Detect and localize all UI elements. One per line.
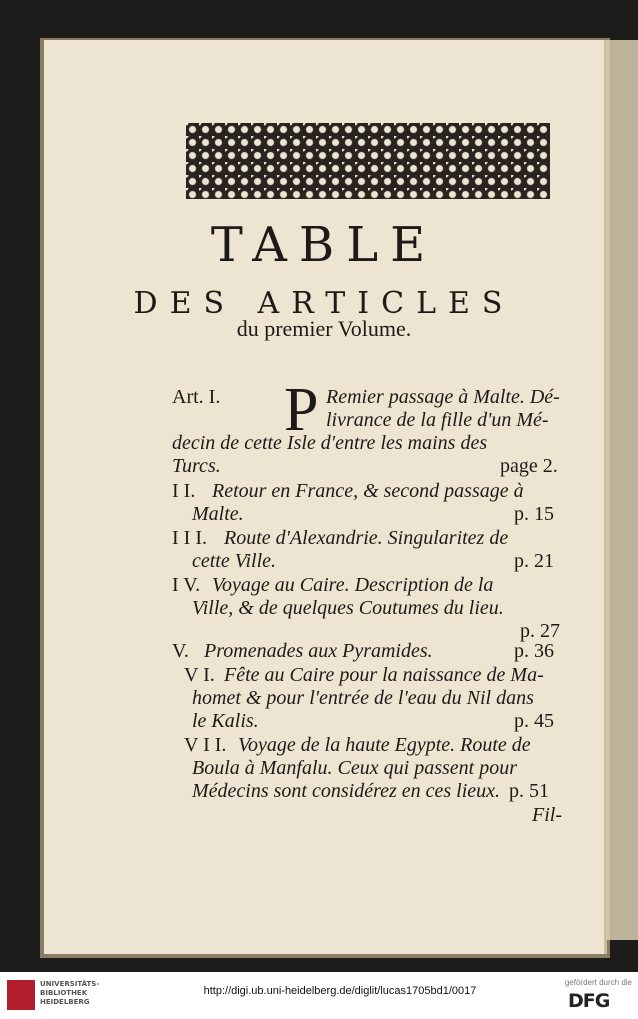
next-page-edge [606, 40, 638, 940]
entry-line: le Kalis. [192, 710, 259, 732]
entry-numeral: I V. [172, 574, 201, 596]
entry-line: cette Ville. [192, 550, 277, 572]
entry-line: Médecins sont considérez en ces lieux. [192, 780, 501, 802]
catchword: Fil- [532, 804, 562, 826]
entry-page: p. 45 [514, 710, 554, 732]
entry-line: Remier passage à Malte. Dé- [326, 386, 560, 408]
document-url[interactable]: http://digi.ub.uni-heidelberg.de/diglit/lucas1705bd1/0017 [203, 985, 477, 997]
subtitle-articles: DES ARTICLES [133, 286, 515, 321]
entry-line: Fête au Caire pour la naissance de Ma- [224, 664, 544, 686]
entry-line: Retour en France, & second passage à [212, 480, 524, 502]
entry-line: Route d'Alexandrie. Singularitez de [224, 527, 509, 549]
book-page [44, 40, 607, 954]
entry-line: Boula à Manfalu. Ceux qui passent pour [192, 757, 517, 779]
entry-page: p. 36 [514, 640, 554, 662]
page-title: TABLE [210, 217, 438, 273]
entry-line: Voyage au Caire. Description de la [212, 574, 494, 596]
funded-by-label: gefördert durch die [564, 978, 632, 987]
entry-line: livrance de la fille d'un Mé- [326, 409, 549, 431]
entry-line: Turcs. [172, 455, 221, 477]
entry-numeral: V I I. [184, 734, 227, 756]
entry-line: decin de cette Isle d'entre les mains des [172, 432, 488, 454]
institution-name: UNIVERSITÄTS-BIBLIOTHEK HEIDELBERG [40, 980, 100, 1006]
entry-line: homet & pour l'entrée de l'eau du Nil dans [192, 687, 534, 709]
entry-numeral: I I I. [172, 527, 207, 549]
university-logo-icon [7, 980, 35, 1010]
entry-numeral: V. [172, 640, 189, 662]
entry-numeral: Art. I. [172, 386, 221, 408]
entry-line: Malte. [192, 503, 244, 525]
entry-page: p. 51 [509, 780, 549, 802]
entry-page: page 2. [500, 455, 558, 477]
subtitle-volume: du premier Volume. [236, 316, 412, 341]
entry-page: p. 27 [520, 620, 560, 642]
entry-numeral: V I. [184, 664, 215, 686]
entry-numeral: I I. [172, 480, 196, 502]
entry-line: Ville, & de quelques Coutumes du lieu. [192, 597, 504, 619]
entry-line: Promenades aux Pyramides. [204, 640, 433, 662]
drop-cap: P [284, 376, 319, 444]
dfg-logo: DFG [568, 990, 610, 1012]
entry-line: Voyage de la haute Egypte. Route de [238, 734, 531, 756]
entry-page: p. 15 [514, 503, 554, 525]
entry-page: p. 21 [514, 550, 554, 572]
ornamental-headpiece [186, 123, 550, 199]
